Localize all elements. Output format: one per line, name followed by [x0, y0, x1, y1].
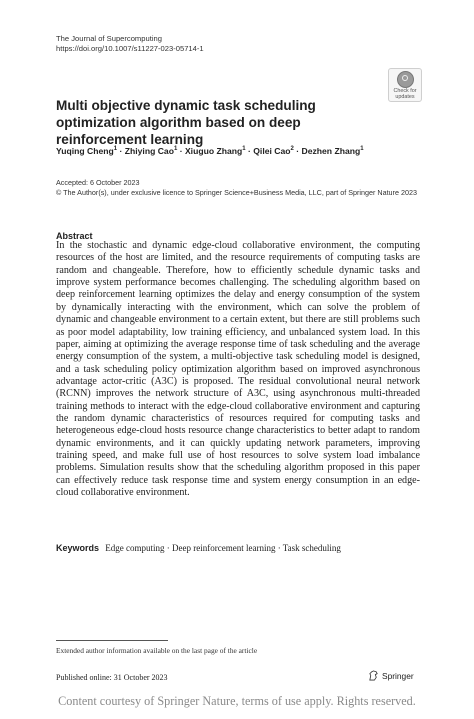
badge-line-1: Check for	[393, 88, 417, 94]
author-name[interactable]: Qilei Cao	[253, 146, 291, 156]
author-name[interactable]: Xiuguo Zhang	[184, 146, 243, 156]
accepted-date: Accepted: 6 October 2023	[56, 178, 140, 187]
publisher-mark	[368, 670, 414, 681]
journal-name: The Journal of Supercomputing	[56, 34, 162, 43]
publisher-name: Springer	[382, 671, 414, 681]
published-date: Published online: 31 October 2023	[56, 673, 168, 682]
author-affiliation: 2	[290, 146, 294, 153]
author-name[interactable]: Dezhen Zhang	[301, 146, 361, 156]
springer-horse-icon	[368, 670, 379, 681]
author-separator: ·	[247, 146, 251, 156]
abstract-text: In the stochastic and dynamic edge-cloud collaborative environment, the computing resources of the host are limited, and the resource requirements of computing tasks are random and changeable. Therefore, how to efficiently schedule dynamic tasks and improve system performance becomes challenging. The scheduling algorithm based on deep reinforcement learning optimizes the delay and energy consumption of the system by dynamically interacting with the environment, which can solve the problem of dynamic and changeable environment to a certain extent, but there are still problems such as poor model adaptability, low training efficiency, and unbalanced system load. In this paper, aiming at optimizing the average response time of task scheduling and the average energy consumption of the system, a multi-objective task scheduling model is designed, and a task scheduling policy optimization algorithm based on improved asynchronous advantage actor-critic (A3C) is proposed. The residual convolutional neural network (RCNN) improves the network structure of A3C, using asynchronous multi-threaded training methods to interact with the edge-cloud collaborative environment and capturing the random dynamic characteristics of resources required for computing tasks and heterogeneous edge-cloud hosts resource change characteristics to better adapt to random dynamic environments, and it can quickly updating network parameters, improving training speed, and make full use of host resources to solve system load imbalance problems. Simulation results show that the scheduling algorithm proposed in this paper can effectively reduce task response time and system energy consumption in an edge-cloud collaborative environment.	[56, 240, 420, 499]
author-affiliation: 1	[242, 146, 246, 153]
author-affiliation: 1	[360, 146, 364, 153]
check-for-updates-badge[interactable]	[388, 68, 422, 102]
author-list	[56, 146, 364, 156]
author-separator: ·	[179, 146, 183, 156]
journal-header	[56, 34, 204, 54]
keywords-label: Keywords	[56, 543, 100, 553]
copyright-notice: © The Author(s), under exclusive licence to Springer Science+Business Media, LLC, part of Springer Nature 2023	[56, 187, 417, 197]
author-affiliation: 1	[113, 146, 118, 153]
author-name[interactable]: Zhiying Cao	[124, 146, 174, 156]
author-name[interactable]: Yuqing Cheng	[56, 146, 114, 156]
author-separator: ·	[119, 146, 123, 156]
footnote-divider	[56, 640, 168, 641]
keywords	[56, 543, 341, 553]
author-info-footnote: Extended author information available on the last page of the article	[56, 646, 258, 655]
badge-line-2: updates	[395, 94, 415, 100]
abstract-heading: Abstract	[56, 231, 93, 241]
doi-link[interactable]: https://doi.org/10.1007/s11227-023-05714-1	[56, 44, 204, 53]
keywords-text: Edge computing · Deep reinforcement learning · Task scheduling	[105, 543, 341, 553]
author-separator: ·	[296, 146, 300, 156]
article-dates	[56, 178, 426, 197]
article-title: Multi objective dynamic task scheduling optimization algorithm based on deep reinforcement learning	[56, 98, 316, 147]
courtesy-watermark: Content courtesy of Springer Nature, terms of use apply. Rights reserved.	[58, 694, 416, 708]
author-affiliation: 1	[173, 146, 178, 153]
check-updates-icon	[397, 71, 414, 88]
